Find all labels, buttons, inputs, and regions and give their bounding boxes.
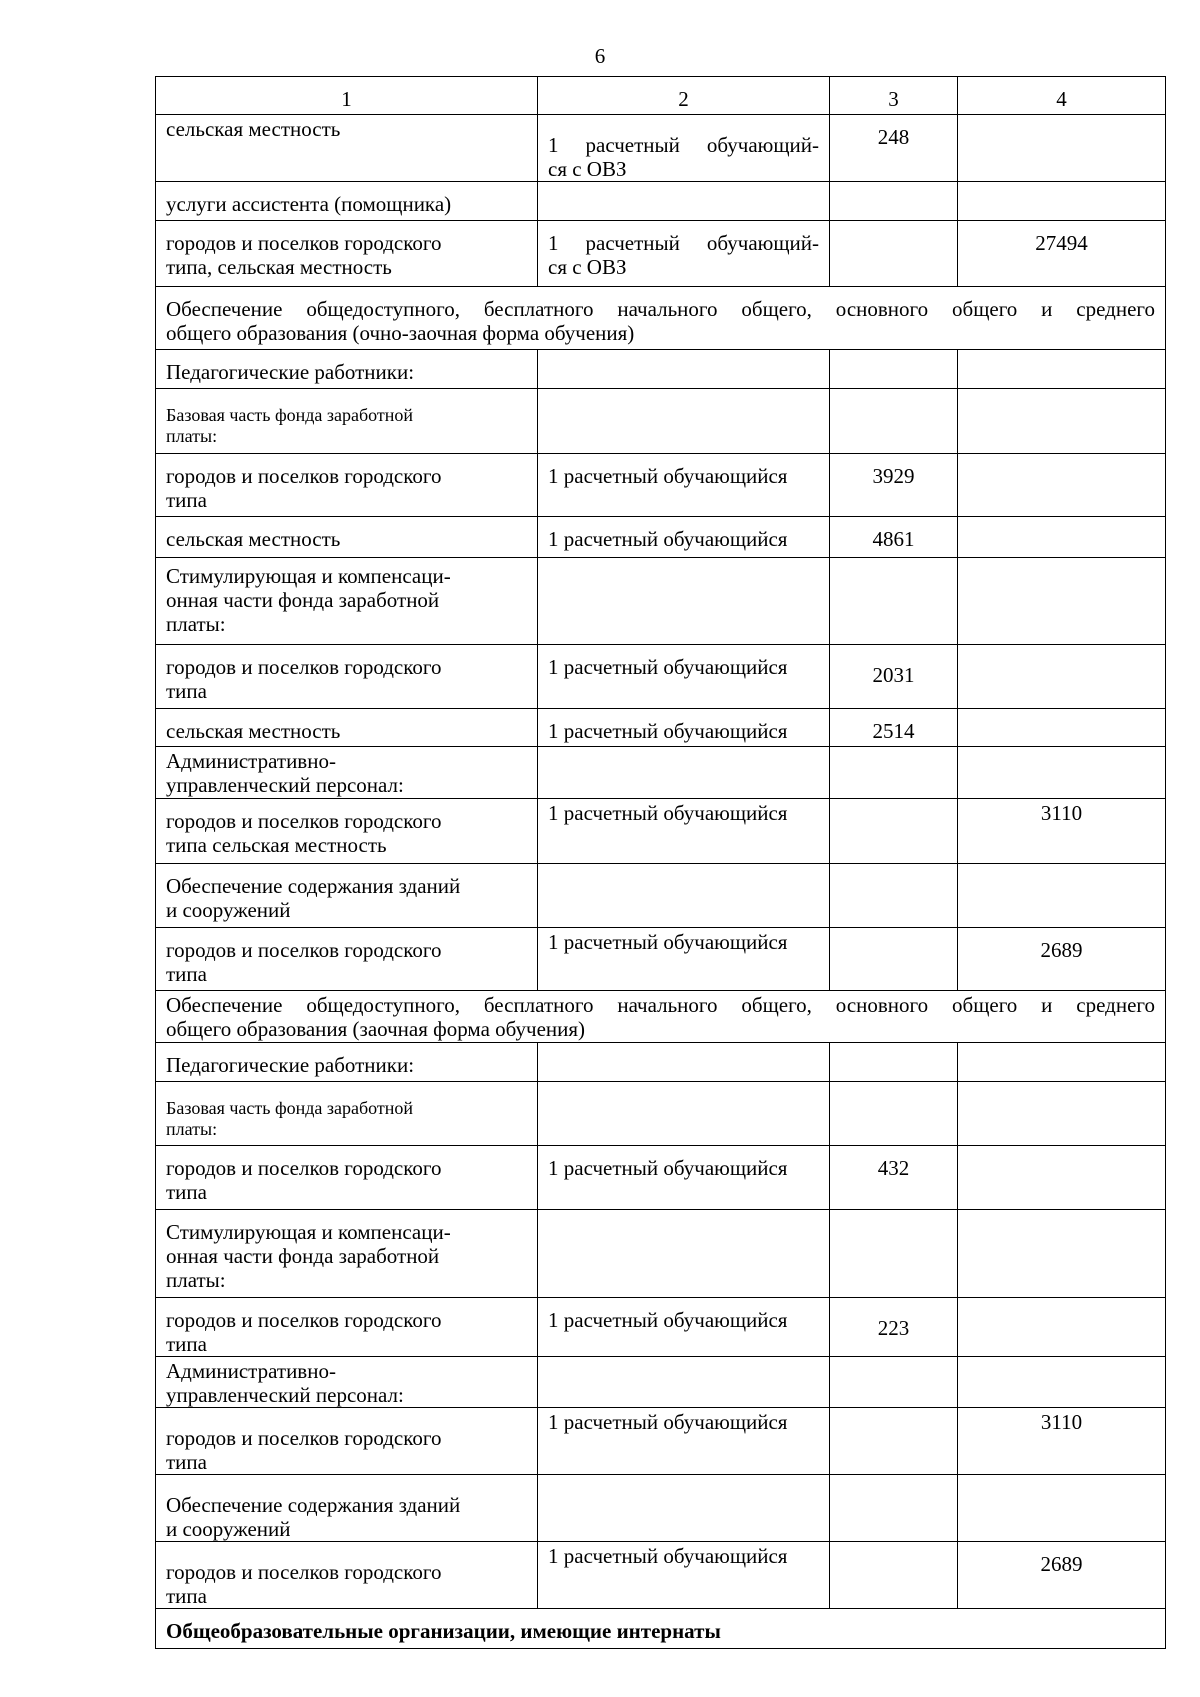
indicator-text: сельская местность — [166, 117, 341, 141]
value-col4-cell — [958, 747, 1166, 799]
value-col3-cell: 4861 — [830, 517, 958, 558]
table-header-row — [156, 77, 1166, 115]
unit-cell — [538, 1082, 830, 1146]
value-col4-cell — [958, 1210, 1166, 1298]
column-header-3: 3 — [830, 77, 958, 115]
table-row — [156, 1146, 1166, 1210]
unit-text-line1: 1 расчетный обучающий- — [548, 133, 819, 157]
indicator-cell: сельская местность — [156, 517, 538, 558]
value-col4-cell: 27494 — [958, 221, 1166, 287]
column-header-1: 1 — [156, 77, 538, 115]
unit-cell — [538, 350, 830, 389]
indicator-cell: Стимулирующая и компенсаци- онная части фонда заработной платы: — [156, 558, 538, 645]
indicator-cell: городов и поселков городского типа — [156, 1542, 538, 1609]
value-col3-cell: 2514 — [830, 709, 958, 747]
section-row — [156, 991, 1166, 1043]
value-col3-cell: 223 — [830, 1298, 958, 1357]
unit-cell: 1 расчетный обучающийся — [538, 1146, 830, 1210]
indicator-cell: Стимулирующая и компенсаци- онная части фонда заработной платы: — [156, 1210, 538, 1298]
indicator-cell: городов и поселков городского типа сельская местность — [156, 799, 538, 864]
value-col4-cell — [958, 115, 1166, 182]
value-col4-cell — [958, 182, 1166, 221]
indicator-cell: Базовая часть фонда заработной платы: — [156, 1082, 538, 1146]
value-col3-cell — [830, 1210, 958, 1298]
table-row — [156, 799, 1166, 864]
value-col3-cell — [830, 928, 958, 991]
value-col3-cell — [830, 1082, 958, 1146]
unit-cell — [538, 558, 830, 645]
value-col3-cell: 3929 — [830, 454, 958, 517]
section-row — [156, 287, 1166, 350]
value-col4-cell — [958, 350, 1166, 389]
unit-cell: 1 расчетный обучающийся — [538, 799, 830, 864]
table-row — [156, 1298, 1166, 1357]
section-heading: Обеспечение общедоступного, бесплатного начального общего, основного общего и среднего общего образования (очно-заочная форма обучения) — [156, 287, 1166, 350]
table-row — [156, 350, 1166, 389]
table-row — [156, 1475, 1166, 1542]
table-row — [156, 1357, 1166, 1408]
unit-cell: 1 расчетный обучающийся — [538, 1408, 830, 1475]
page-number: 6 — [594, 44, 606, 68]
value-col3-cell: 2031 — [830, 645, 958, 709]
indicator-cell: городов и поселков городского типа, сельская местность — [156, 221, 538, 287]
column-header-4: 4 — [958, 77, 1166, 115]
indicator-cell: Обеспечение содержания зданий и сооружений — [156, 864, 538, 928]
section-heading: Обеспечение общедоступного, бесплатного начального общего, основного общего и среднего общего образования (заочная форма обучения) — [156, 991, 1166, 1043]
indicator-cell: городов и поселков городского типа — [156, 1146, 538, 1210]
unit-cell: 1 расчетный обучающийся — [538, 1298, 830, 1357]
indicator-cell: городов и поселков городского типа — [156, 645, 538, 709]
indicator-cell: услуги ассистента (помощника) — [156, 182, 538, 221]
column-header-2: 2 — [538, 77, 830, 115]
unit-cell — [538, 182, 830, 221]
table-row — [156, 709, 1166, 747]
indicator-cell: городов и поселков городского типа — [156, 1408, 538, 1475]
indicator-cell: Базовая часть фонда заработной платы: — [156, 389, 538, 454]
unit-cell: 1 расчетный обучающийся — [538, 928, 830, 991]
standards-table — [155, 76, 1166, 1649]
value-col4-cell — [958, 454, 1166, 517]
table-row — [156, 115, 1166, 182]
unit-cell: 1 расчетный обучающийся — [538, 454, 830, 517]
table-row — [156, 1408, 1166, 1475]
value-col4-cell — [958, 1082, 1166, 1146]
table-row — [156, 221, 1166, 287]
unit-cell — [538, 115, 830, 182]
indicator-cell: сельская местность — [156, 709, 538, 747]
value-col3-cell — [830, 1043, 958, 1082]
table-row — [156, 864, 1166, 928]
value-col4-cell — [958, 1146, 1166, 1210]
indicator-cell: Административно- управленческий персонал: — [156, 747, 538, 799]
table-row — [156, 389, 1166, 454]
value-col3-cell — [830, 221, 958, 287]
value-col4-cell — [958, 389, 1166, 454]
indicator-cell: Педагогические работники: — [156, 1043, 538, 1082]
table-row — [156, 1043, 1166, 1082]
indicator-cell — [156, 115, 538, 182]
unit-cell — [538, 1475, 830, 1542]
value-col4-cell: 3110 — [958, 799, 1166, 864]
value-col4-cell — [958, 864, 1166, 928]
value-col4-cell — [958, 1475, 1166, 1542]
table-row — [156, 182, 1166, 221]
value-col4-cell — [958, 1043, 1166, 1082]
value-col4-cell — [958, 645, 1166, 709]
value-col4-cell — [958, 1298, 1166, 1357]
value-col3-cell — [830, 1475, 958, 1542]
table-row — [156, 1082, 1166, 1146]
value-col4-cell — [958, 558, 1166, 645]
indicator-cell: городов и поселков городского типа — [156, 1298, 538, 1357]
section-row — [156, 1609, 1166, 1649]
value-col3-cell — [830, 558, 958, 645]
value-col3-cell: 432 — [830, 1146, 958, 1210]
value-col3-cell — [830, 799, 958, 864]
value-col3-cell — [830, 350, 958, 389]
value-col4-cell: 2689 — [958, 928, 1166, 991]
unit-cell — [538, 389, 830, 454]
unit-cell: 1 расчетный обучающий- ся с ОВЗ — [538, 221, 830, 287]
indicator-cell: Педагогические работники: — [156, 350, 538, 389]
value-col4-cell: 3110 — [958, 1408, 1166, 1475]
value-col3-cell — [830, 389, 958, 454]
value-col4-cell — [958, 1357, 1166, 1408]
value-col4-cell — [958, 517, 1166, 558]
unit-cell — [538, 864, 830, 928]
value-col3-cell — [830, 1542, 958, 1609]
indicator-cell: городов и поселков городского типа — [156, 928, 538, 991]
unit-cell — [538, 1357, 830, 1408]
unit-cell: 1 расчетный обучающийся — [538, 709, 830, 747]
indicator-cell: городов и поселков городского типа — [156, 454, 538, 517]
table-row — [156, 517, 1166, 558]
value-col3-cell — [830, 182, 958, 221]
unit-cell: 1 расчетный обучающийся — [538, 645, 830, 709]
indicator-cell: Административно- управленческий персонал: — [156, 1357, 538, 1408]
unit-text-line2: ся с ОВЗ — [548, 157, 627, 181]
value-col3-cell — [830, 747, 958, 799]
value-col4-cell: 2689 — [958, 1542, 1166, 1609]
unit-cell — [538, 747, 830, 799]
table-row — [156, 1210, 1166, 1298]
table-row — [156, 747, 1166, 799]
table-row — [156, 454, 1166, 517]
unit-cell — [538, 1043, 830, 1082]
value-col3-cell — [830, 1408, 958, 1475]
indicator-cell: Обеспечение содержания зданий и сооружений — [156, 1475, 538, 1542]
unit-cell: 1 расчетный обучающийся — [538, 1542, 830, 1609]
value-col3-cell: 248 — [830, 115, 958, 182]
table-row — [156, 645, 1166, 709]
value-col3-cell — [830, 864, 958, 928]
value-col4-cell — [958, 709, 1166, 747]
section-heading: Общеобразовательные организации, имеющие интернаты — [156, 1609, 1166, 1649]
value-col3-cell — [830, 1357, 958, 1408]
unit-cell: 1 расчетный обучающийся — [538, 517, 830, 558]
unit-cell — [538, 1210, 830, 1298]
table-row — [156, 558, 1166, 645]
table-row — [156, 928, 1166, 991]
table-row — [156, 1542, 1166, 1609]
